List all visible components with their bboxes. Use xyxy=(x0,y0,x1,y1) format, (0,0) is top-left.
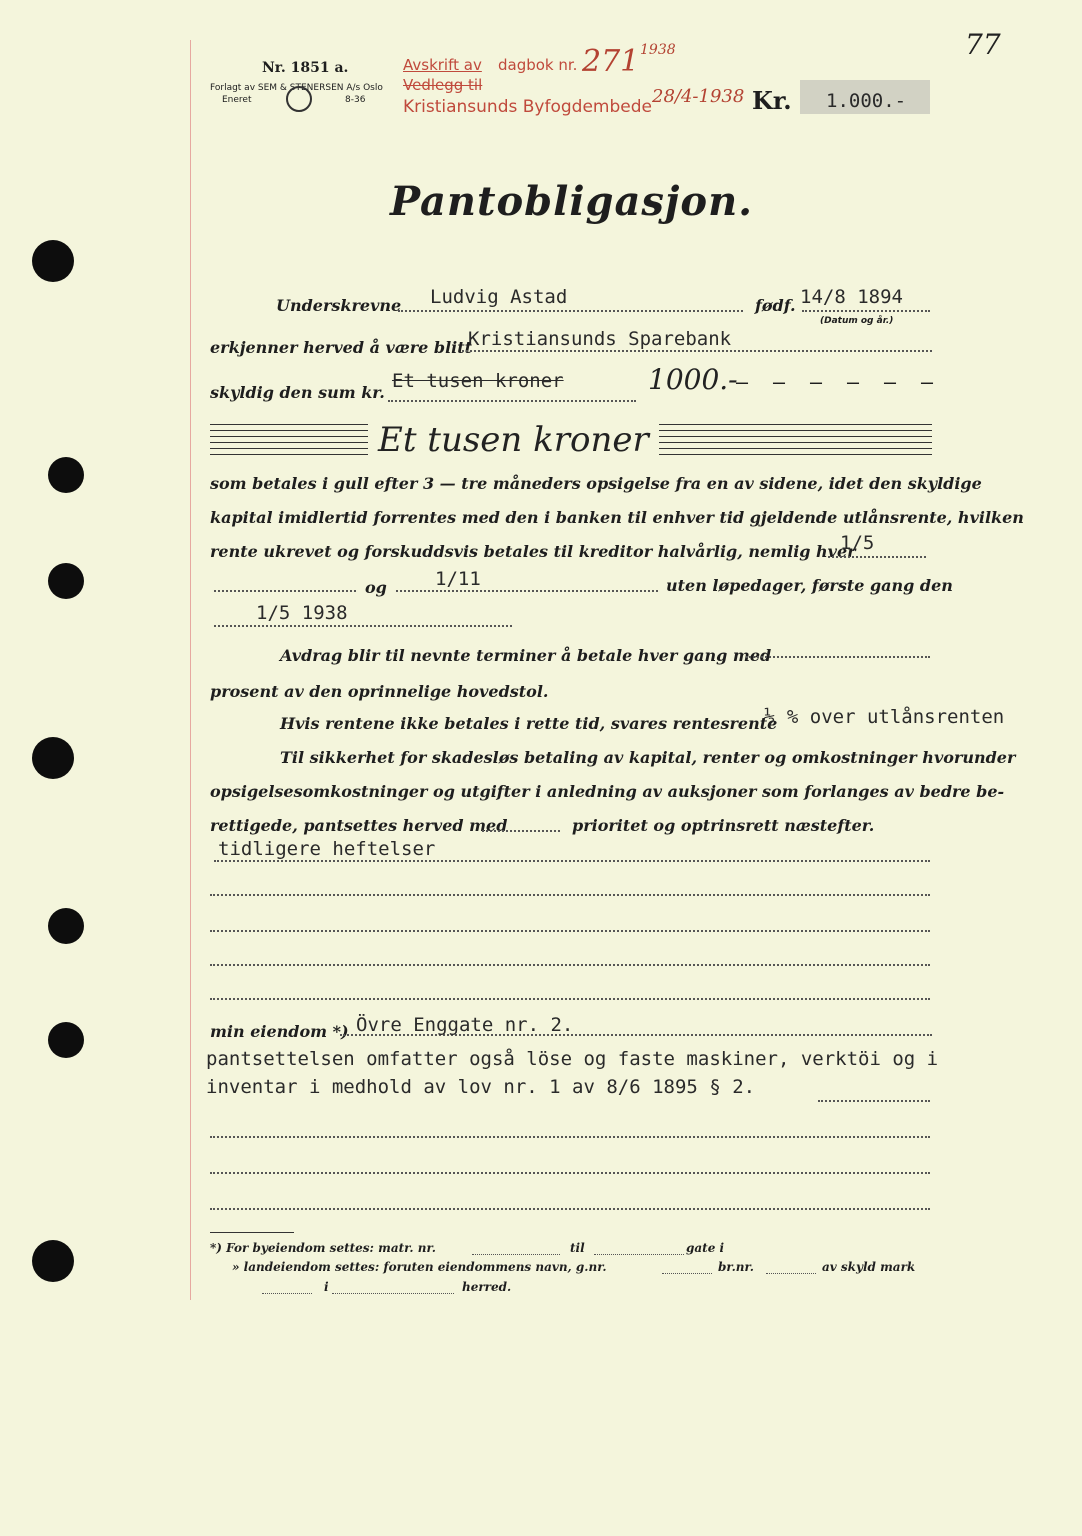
stamp-office: Kristiansunds Byfogdembede xyxy=(403,97,652,117)
blank-line xyxy=(210,1172,930,1174)
priority-line xyxy=(214,860,930,862)
footnote-blank xyxy=(594,1254,684,1255)
page-number: 77 xyxy=(965,28,1001,61)
born-line xyxy=(802,310,930,312)
footnote-line-1b: til xyxy=(570,1241,585,1255)
term2-line xyxy=(396,590,658,592)
form-number: Nr. 1851 a. xyxy=(262,60,349,76)
punch-hole xyxy=(32,240,74,282)
rights: Eneret xyxy=(222,95,252,105)
registration-date: 28/4-1938 xyxy=(652,86,745,107)
extra-clause-line-1: pantsettelsen omfatter også löse og faste maskiner, verktöi og i xyxy=(206,1048,939,1070)
creditor-value: Kristiansunds Sparebank xyxy=(468,328,732,350)
interest-value: ½ % over utlånsrenten xyxy=(764,706,1005,728)
sum-struck: Et tusen kroner xyxy=(392,370,564,392)
page-title: Pantobligasjon. xyxy=(390,178,754,225)
punch-hole xyxy=(32,1240,74,1282)
security-line-2: opsigelsesomkostninger og utgifter i anledning av auksjoner som forlanges av bedre be- xyxy=(210,782,1005,801)
priority-blank-line xyxy=(482,830,560,832)
owe-label: skyldig den sum kr. xyxy=(210,383,385,402)
property-label: min eiendom *) xyxy=(210,1022,349,1041)
footnote-blank xyxy=(662,1273,712,1274)
stamp-copy-label: Avskrift av xyxy=(403,56,482,74)
terms-line-2: kapital imidlertid forrentes med den i banken til enhver tid gjeldende utlånsrente, hvilken xyxy=(210,508,1024,527)
first-date-line xyxy=(214,625,512,627)
sum-words-handwritten: Et tusen kroner xyxy=(368,420,659,460)
blank-line xyxy=(210,1136,930,1138)
edition: 8-36 xyxy=(345,95,366,105)
footnote-blank xyxy=(332,1293,454,1294)
punch-hole xyxy=(32,737,74,779)
stamp-diary-label: dagbok nr. xyxy=(498,56,578,74)
terms-line-1: som betales i gull efter 3 — tre måneders opsigelse fra en av sidene, idet den skyldige xyxy=(210,474,982,493)
blank-line xyxy=(214,590,356,592)
punch-hole xyxy=(48,1022,84,1058)
footnote-line-1c: gate i xyxy=(686,1241,725,1255)
footnote-blank xyxy=(262,1293,312,1294)
sum-line xyxy=(388,400,636,402)
acknowledge-label: erkjenner herved å være blitt xyxy=(210,338,473,357)
blank-line xyxy=(210,1208,930,1210)
creditor-line xyxy=(462,350,932,352)
interest-text: Hvis rentene ikke betales i rette tid, svares rentesrente xyxy=(280,714,778,733)
blank-line xyxy=(818,1100,930,1102)
term2-value: 1/11 xyxy=(435,568,481,590)
blank-line xyxy=(210,964,930,966)
born-label: fødf. xyxy=(755,296,796,315)
undersigned-line xyxy=(398,310,743,312)
installment-text: Avdrag blir til nevnte terminer å betale hver gang med xyxy=(280,646,772,665)
publisher-logo xyxy=(286,86,312,112)
punch-hole xyxy=(48,563,84,599)
security-line-3a: rettigede, pantsettes herved med xyxy=(210,816,508,835)
term1-line xyxy=(828,556,926,558)
diary-year: 1938 xyxy=(640,42,676,58)
header-amount: 1.000.- xyxy=(826,90,907,112)
footnote-line-1a: *) For byeiendom settes: matr. nr. xyxy=(210,1241,436,1255)
diary-number: 271 xyxy=(582,44,640,79)
extra-clause-line-2: inventar i medhold av lov nr. 1 av 8/6 1895 § 2. xyxy=(206,1076,756,1098)
blank-line xyxy=(210,930,930,932)
blank-line xyxy=(210,894,930,896)
kr-label: Kr. xyxy=(752,86,792,115)
footnote-line-2b: br.nr. xyxy=(718,1260,754,1274)
first-date-value: 1/5 1938 xyxy=(256,602,348,624)
punch-hole xyxy=(48,457,84,493)
property-value: Övre Enggate nr. 2. xyxy=(356,1014,574,1036)
footnote-line-2c: av skyld mark xyxy=(822,1260,916,1274)
undersigned-value: Ludvig Astad xyxy=(430,286,568,308)
og-label: og xyxy=(365,578,387,597)
installment-line xyxy=(746,656,930,658)
footnote-line-3b: herred. xyxy=(462,1280,512,1294)
terms-line-4: uten løpedager, første gang den xyxy=(666,576,953,595)
undersigned-label: Underskrevne xyxy=(276,296,402,315)
margin-line xyxy=(190,40,191,1300)
terms-line-3: rente ukrevet og forskuddsvis betales til kreditor halvårlig, nemlig hver xyxy=(210,542,856,561)
installment-text-2: prosent av den oprinnelige hovedstol. xyxy=(210,682,549,701)
stamp-attachment-label: Vedlegg til xyxy=(403,76,483,94)
footnote-blank xyxy=(766,1273,816,1274)
born-hint: (Datum og år.) xyxy=(820,316,894,326)
footnote-rule xyxy=(210,1232,294,1233)
sum-dashes: ‒ ‒ ‒ ‒ ‒ ‒ xyxy=(735,370,942,395)
term1-value: 1/5 xyxy=(840,532,875,554)
security-line-1: Til sikkerhet for skadesløs betaling av kapital, renter og omkostninger hvorunder xyxy=(280,748,1016,767)
sum-value: 1000.- xyxy=(648,363,738,396)
footnote-line-2a: » landeiendom settes: foruten eiendommens navn, g.nr. xyxy=(232,1260,607,1274)
born-value: 14/8 1894 xyxy=(800,286,903,308)
blank-line xyxy=(210,998,930,1000)
priority-text: tidligere heftelser xyxy=(218,838,436,860)
footnote-line-3a: i xyxy=(324,1280,329,1294)
security-line-3b: prioritet og optrinsrett næstefter. xyxy=(572,816,875,835)
publisher: Forlagt av SEM & STENERSEN A/s Oslo xyxy=(210,83,383,93)
footnote-blank xyxy=(472,1254,560,1255)
punch-hole xyxy=(48,908,84,944)
